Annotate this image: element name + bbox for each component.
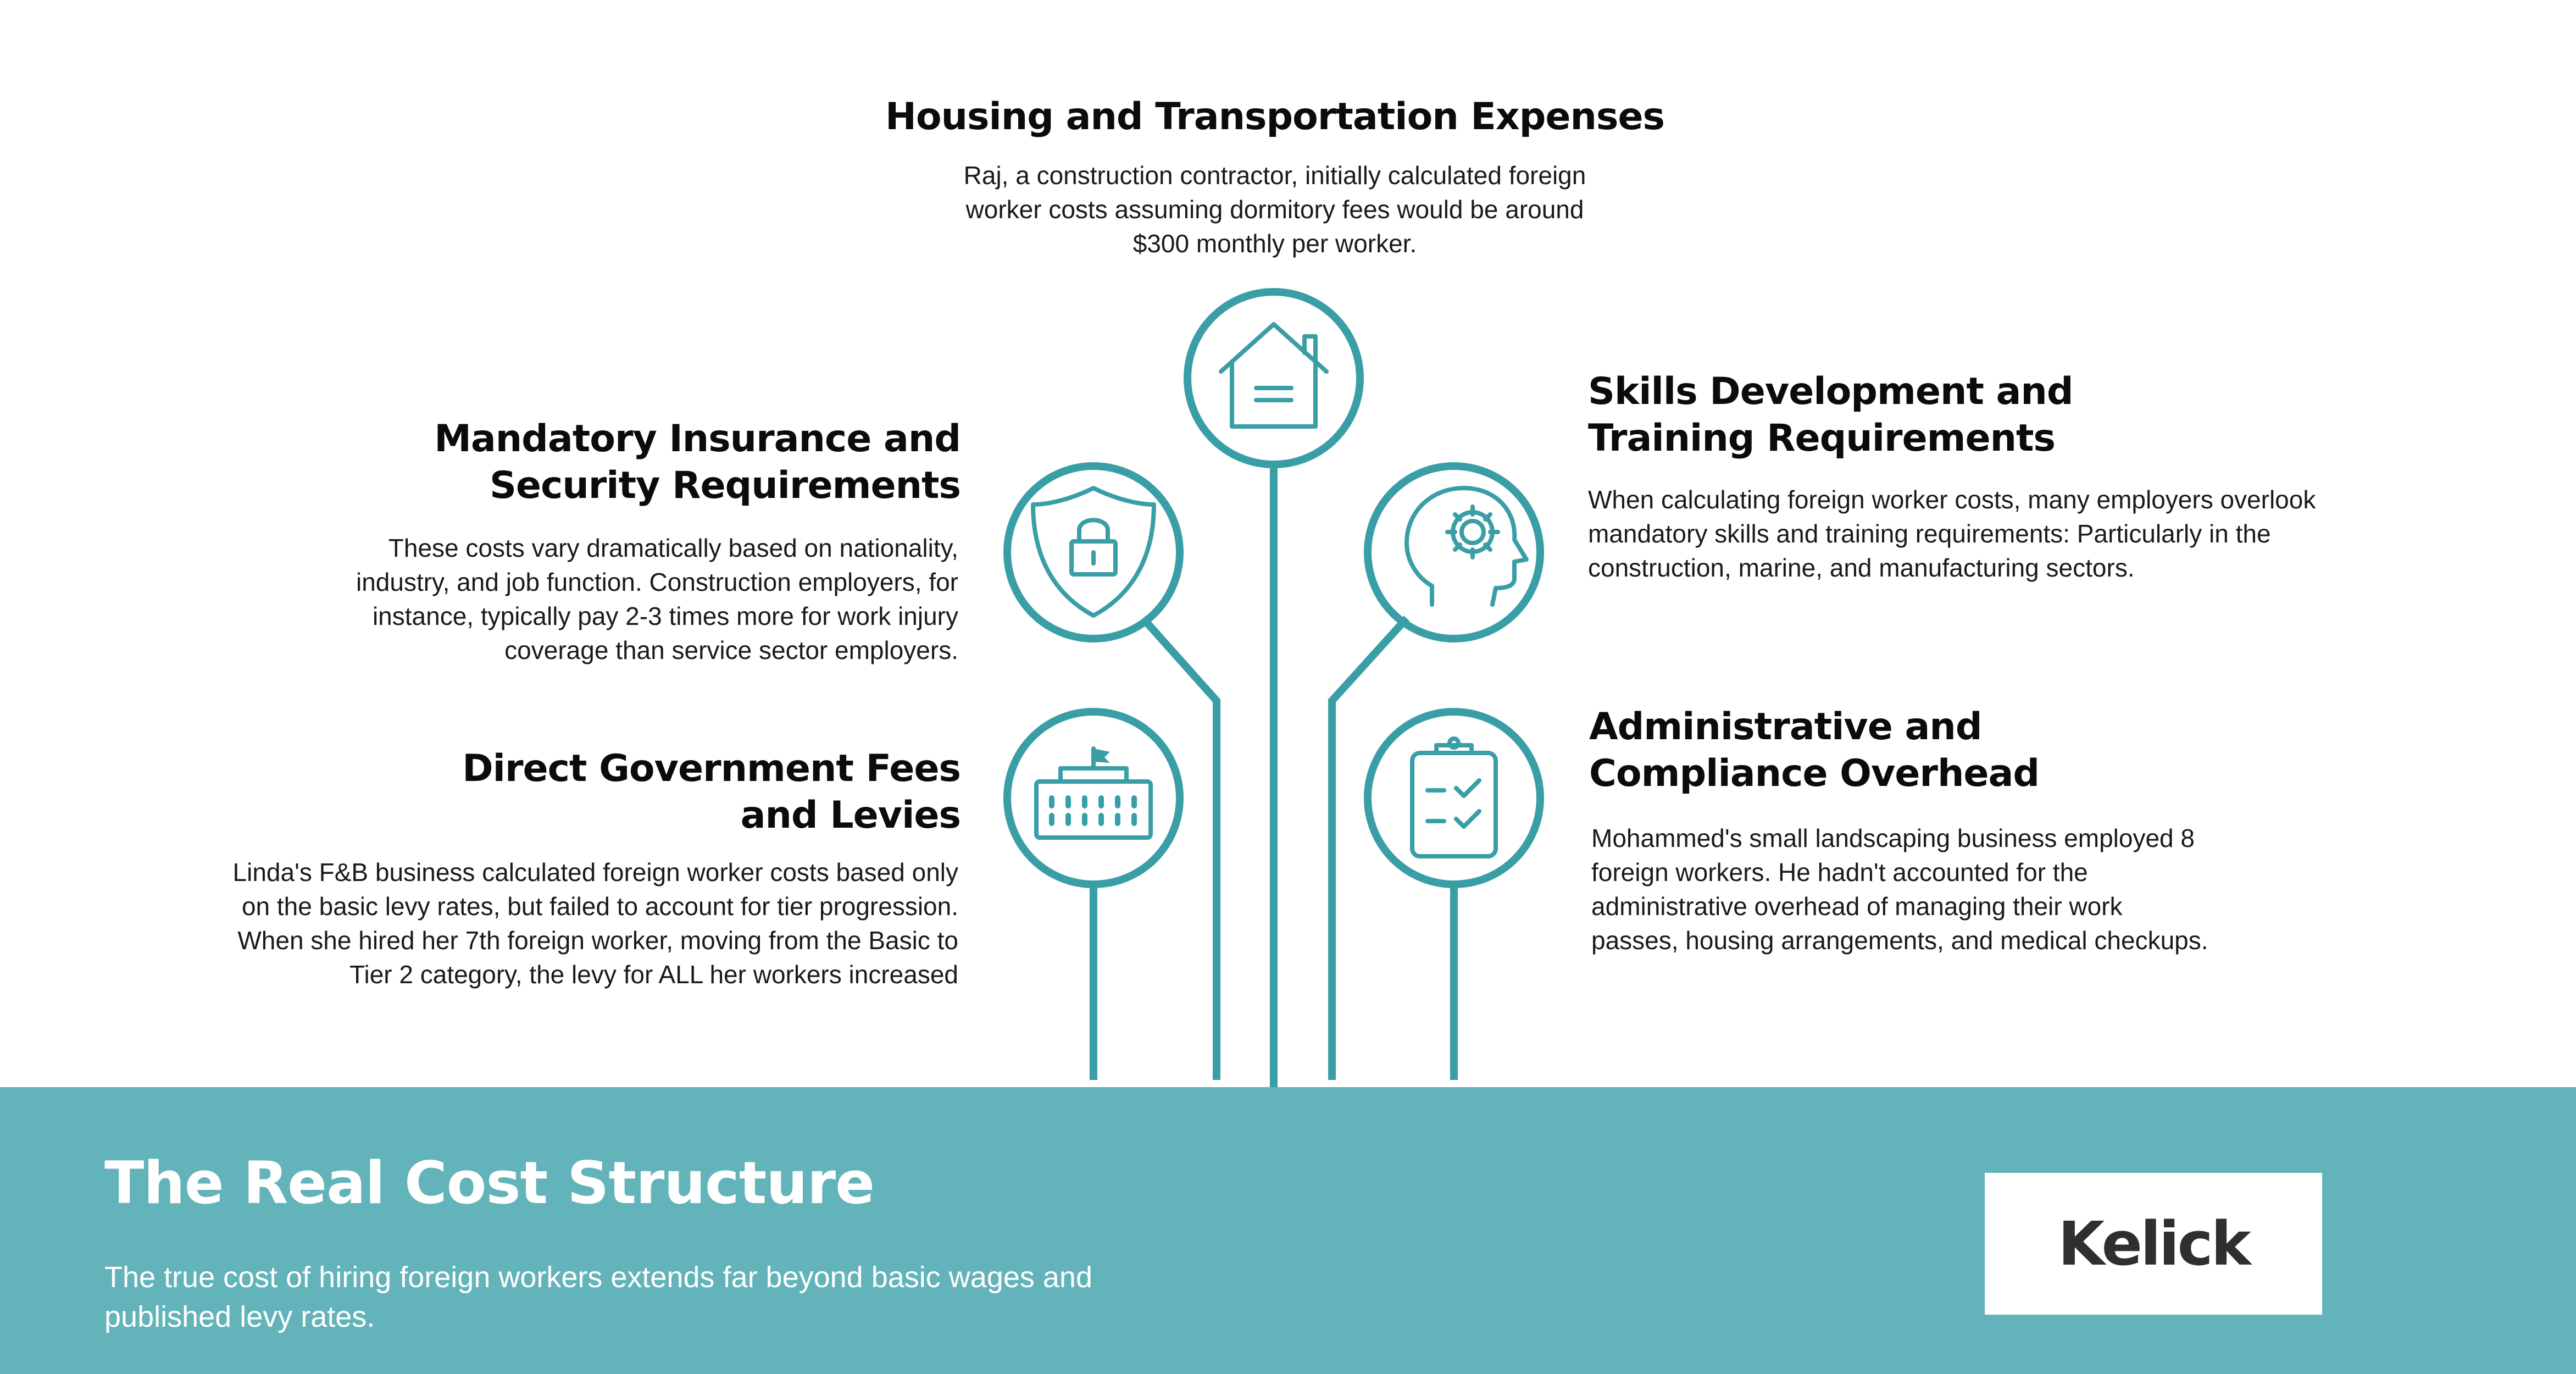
footer-subtitle — [104, 1257, 1092, 1337]
clipboard-checklist-icon — [1412, 739, 1496, 856]
kelick-logo — [1985, 1173, 2322, 1315]
footer-banner — [0, 1087, 2576, 1374]
housing-line: worker costs assuming dormitory fees would be around — [965, 195, 1584, 224]
footer-title: The Real Cost Structure — [104, 1149, 875, 1217]
logo-text: Kelick — [2058, 1209, 2249, 1279]
insurance-line: industry, and job function. Construction employers, for — [356, 568, 958, 596]
footer-subtitle-line: The true cost of hiring foreign workers extends far beyond basic wages and — [104, 1261, 1092, 1294]
admin-description — [1591, 821, 2306, 957]
government-line: When she hired her 7th foreign worker, moving from the Basic to — [237, 926, 958, 955]
admin-line: passes, housing arrangements, and medical checkups. — [1591, 926, 2208, 955]
insurance-title: Mandatory Insurance and Security Requirements — [434, 417, 961, 507]
government-title: Direct Government Fees and Levies — [462, 747, 961, 837]
government-line: Tier 2 category, the levy for ALL her workers increased — [349, 960, 958, 989]
stem-skills — [1332, 618, 1407, 1080]
housing-line: Raj, a construction contractor, initially calculated foreign — [963, 161, 1586, 190]
insurance-line: instance, typically pay 2-3 times more for work injury — [372, 602, 958, 630]
footer-subtitle-line: published levy rates. — [104, 1300, 375, 1333]
stem-insurance — [1143, 618, 1217, 1080]
head-gear-icon — [1407, 488, 1526, 605]
admin-line: administrative overhead of managing their work — [1591, 892, 2123, 921]
circle-government — [1007, 712, 1180, 884]
skills-line: mandatory skills and training requirements: Particularly in the — [1588, 519, 2271, 548]
shield-lock-icon — [1033, 488, 1154, 616]
insurance-line: coverage than service sector employers. — [504, 636, 958, 664]
skills-line: When calculating foreign worker costs, many employers overlook — [1588, 485, 2316, 514]
housing-title: Housing and Transportation Expenses — [885, 95, 1664, 138]
circle-housing — [1187, 292, 1360, 464]
house-icon — [1221, 324, 1326, 426]
housing-description — [879, 158, 1670, 261]
admin-line: Mohammed's small landscaping business employed 8 — [1591, 824, 2195, 852]
circle-skills — [1368, 466, 1540, 639]
skills-title: Skills Development and Training Requirements — [1588, 370, 2073, 460]
housing-line: $300 monthly per worker. — [1132, 229, 1417, 258]
admin-title: Administrative and Compliance Overhead — [1589, 705, 2040, 795]
government-line: Linda's F&B business calculated foreign worker costs based only — [232, 858, 958, 887]
insurance-description — [220, 531, 958, 667]
skills-line: construction, marine, and manufacturing sectors. — [1588, 553, 2135, 582]
skills-description — [1588, 483, 2467, 585]
government-line: on the basic levy rates, but failed to account for tier progression. — [241, 892, 958, 921]
admin-line: foreign workers. He hadn't accounted for the — [1591, 858, 2088, 887]
insurance-line: These costs vary dramatically based on nationality, — [388, 534, 958, 562]
government-description — [137, 855, 958, 991]
government-building-icon — [1036, 749, 1151, 838]
